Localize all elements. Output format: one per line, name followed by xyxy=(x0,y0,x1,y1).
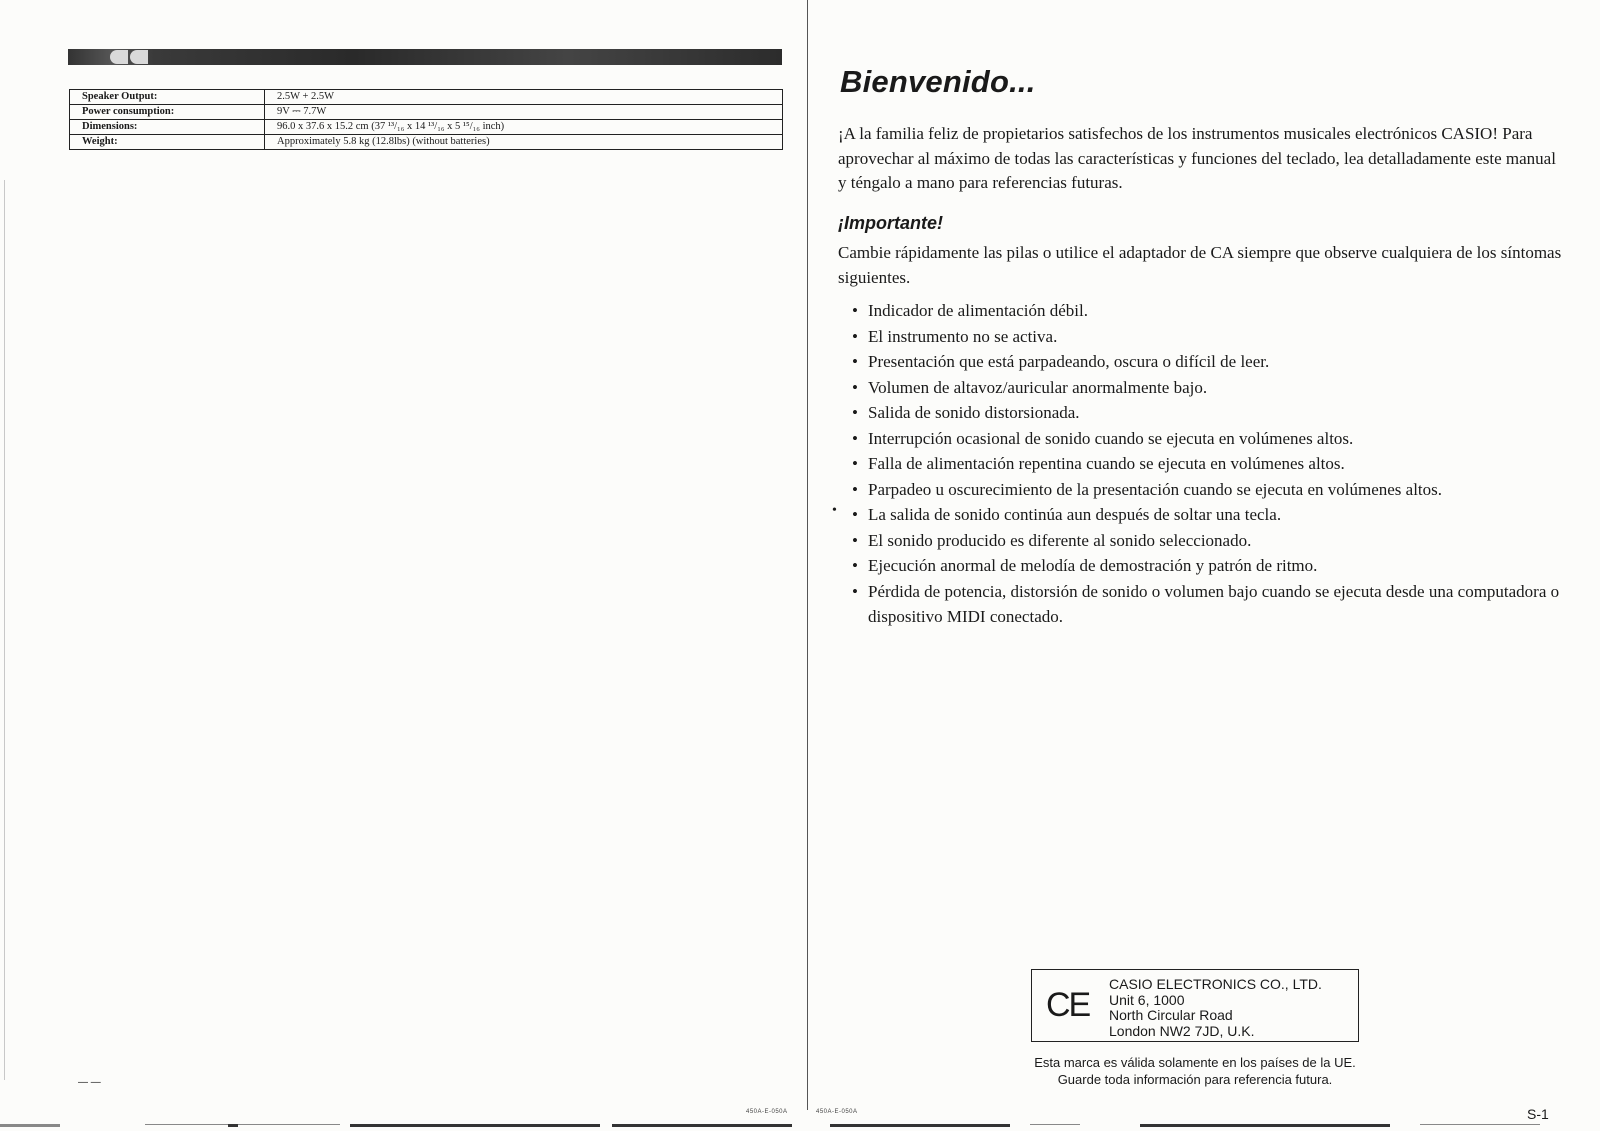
right-page xyxy=(808,0,1600,1131)
list-item: • El sonido producido es diferente al sonido seleccionado. xyxy=(852,528,1568,554)
header-bar-notch xyxy=(130,50,148,64)
list-item: • Volumen de altavoz/auricular anormalmente bajo. xyxy=(852,375,1568,401)
note-line: Guarde toda información para referencia futura. xyxy=(1057,1072,1333,1087)
list-item: • La salida de sonido continúa aun después de soltar una tecla. xyxy=(852,502,1568,528)
ce-validity-note xyxy=(968,1054,1422,1088)
list-item: • Interrupción ocasional de sonido cuando se ejecuta en volúmenes altos. xyxy=(852,426,1568,452)
scan-bottom-marks xyxy=(0,1124,1600,1129)
list-item: • Ejecución anormal de melodía de demostración y patrón de ritmo. xyxy=(852,553,1568,579)
left-page-number: — — xyxy=(78,1077,101,1088)
symptom-list xyxy=(852,298,1568,630)
spec-label: Speaker Output: xyxy=(70,90,265,105)
right-footer-code: 450A-E-050A xyxy=(816,1109,858,1115)
note-line: Esta marca es válida solamente en los países de la UE. xyxy=(1034,1055,1356,1070)
list-item: • Falla de alimentación repentina cuando se ejecuta en volúmenes altos. xyxy=(852,451,1568,477)
list-item: • Pérdida de potencia, distorsión de sonido o volumen bajo cuando se ejecuta desde una computadora o dispositivo MIDI conectado. xyxy=(852,579,1568,630)
specifications-table xyxy=(69,89,783,150)
list-item: • Indicador de alimentación débil. xyxy=(852,298,1568,324)
address-line: London NW2 7JD, U.K. xyxy=(1109,1022,1255,1039)
spec-value: Approximately 5.8 kg (12.8lbs) (without batteries) xyxy=(265,135,783,150)
table-row xyxy=(70,120,783,135)
table-row xyxy=(70,135,783,150)
important-paragraph: Cambie rápidamente las pilas o utilice el adaptador de CA siempre que observe cualquiera de los síntomas siguientes. xyxy=(838,243,1562,287)
address-line: CASIO ELECTRONICS CO., LTD. xyxy=(1109,976,1322,992)
stray-bullet-mark: • xyxy=(832,503,837,518)
header-bar-notch xyxy=(110,50,128,64)
company-address xyxy=(1109,977,1322,1039)
section-header-bar xyxy=(68,49,782,65)
spec-value: 96.0 x 37.6 x 15.2 cm (37 ¹³/₁₆ x 14 ¹³/₁₆ x 5 ¹⁵/₁₆ inch) xyxy=(265,120,783,135)
list-item: • Presentación que está parpadeando, oscura o difícil de leer. xyxy=(852,349,1568,375)
list-item: • Salida de sonido distorsionada. xyxy=(852,400,1568,426)
page-title: Bienvenido... xyxy=(840,64,1036,99)
spec-value: 2.5W + 2.5W xyxy=(265,90,783,105)
intro-paragraph: ¡A la familia feliz de propietarios satisfechos de los instrumentos musicales electrónicos CASIO! Para aprovechar al máximo de todas las características y funciones del teclado, lea detalladamente este manual y téngalo a mano para referencias futuras. xyxy=(838,124,1556,192)
address-line: Unit 6, 1000 xyxy=(1109,991,1185,1008)
table-row xyxy=(70,90,783,105)
list-item: • Parpadeo u oscurecimiento de la presentación cuando se ejecuta en volúmenes altos. xyxy=(852,477,1568,503)
important-heading: ¡Importante! xyxy=(838,213,943,233)
ce-address-box xyxy=(1031,969,1359,1042)
right-page-number: S-1 xyxy=(1527,1106,1549,1122)
ce-mark-logo: CE xyxy=(1046,986,1090,1024)
spec-label: Power consumption: xyxy=(70,105,265,120)
spec-value: 9V ⎓ 7.7W xyxy=(265,105,783,120)
left-footer-code: 450A-E-050A xyxy=(746,1109,788,1115)
table-row xyxy=(70,105,783,120)
spec-label: Weight: xyxy=(70,135,265,150)
list-item: • El instrumento no se activa. xyxy=(852,324,1568,350)
address-line: North Circular Road xyxy=(1109,1007,1233,1023)
spec-label: Dimensions: xyxy=(70,120,265,135)
